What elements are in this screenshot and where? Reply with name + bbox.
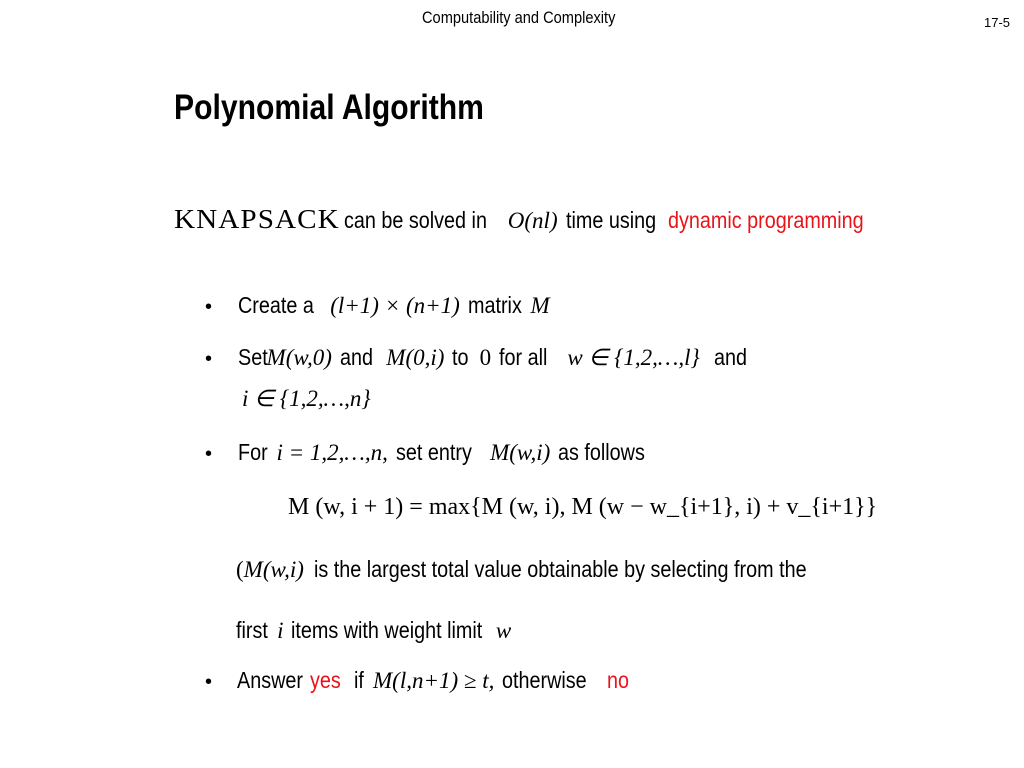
problem-name: KNAPSACK	[174, 204, 340, 234]
bullet-2-text-4: for all	[499, 344, 548, 370]
bullet-4-text-1: Answer	[237, 667, 303, 693]
bullet-marker-2: •	[205, 348, 213, 370]
bullet-1-math-2: M	[530, 293, 550, 318]
bullet-4-yes: yes	[309, 667, 341, 693]
bullet-3-text-3: as follows	[558, 439, 646, 465]
page-number: 17-5	[984, 15, 1011, 30]
bullet-2-math-5: i ∈ {1,2,…,n}	[242, 386, 371, 411]
bullet-4	[237, 667, 640, 694]
bullet-2-text-3: to	[452, 344, 469, 370]
bullet-3-text-2: set entry	[395, 439, 472, 465]
bullet-2-text-5: and	[713, 344, 747, 370]
explanation-math: M(w,i)	[243, 557, 304, 582]
explanation-math-2: i	[277, 618, 284, 643]
intro-complexity: O(nl)	[507, 208, 558, 233]
bullet-4-no: no	[606, 667, 629, 693]
formula-text: M (w, i + 1) = max{M (w, i), M (w − w_{i+1}, i) + v_{i+1}}	[288, 494, 878, 520]
bullet-3-text-1: For	[238, 439, 268, 465]
bullet-3-math-1: i = 1,2,…,n,	[276, 440, 388, 465]
explanation-math-3: w	[495, 618, 512, 643]
bullet-2-math-3: 0	[479, 345, 492, 370]
intro-text-2: time using	[565, 207, 656, 233]
bullet-3-math-2: M(w,i)	[490, 440, 551, 465]
bullet-2	[238, 344, 760, 371]
header-title: Computability and Complexity	[422, 8, 616, 27]
bullet-4-text-2: if	[353, 667, 364, 693]
explanation-line-1	[236, 556, 895, 583]
bullet-3	[238, 439, 667, 466]
bullet-2-text-1: Set	[238, 344, 268, 370]
bullet-4-text-3: otherwise	[502, 667, 588, 693]
bullet-2-math-1: M(w,0)	[266, 345, 332, 370]
bullet-2-math-4: w ∈ {1,2,…,l}	[567, 345, 700, 370]
intro-line	[174, 204, 904, 235]
bullet-marker-1: •	[205, 296, 213, 318]
bullet-1-text-1: Create a	[238, 292, 314, 318]
explanation-text-2a: first	[236, 617, 268, 643]
explanation-line-2	[236, 617, 519, 644]
explanation-text-1: is the largest total value obtainable by selecting from the	[313, 556, 807, 582]
bullet-marker-4: •	[205, 671, 213, 693]
bullet-2-text-2: and	[339, 344, 373, 370]
intro-method: dynamic programming	[668, 207, 865, 233]
bullet-marker-3: •	[205, 443, 213, 465]
bullet-2-math-2: M(0,i)	[386, 345, 445, 370]
bullet-1-math-1: (l+1) × (n+1)	[330, 293, 460, 318]
explanation-open-paren: (	[236, 557, 244, 582]
slide-title: Polynomial Algorithm	[174, 88, 484, 127]
bullet-4-math-1: M(l,n+1) ≥ t,	[373, 668, 495, 693]
bullet-1-text-2: matrix	[467, 292, 522, 318]
intro-text-1: can be solved in	[343, 207, 487, 233]
recurrence-formula	[288, 494, 877, 521]
bullet-1	[238, 292, 558, 319]
explanation-text-2b: items with weight limit	[291, 617, 483, 643]
